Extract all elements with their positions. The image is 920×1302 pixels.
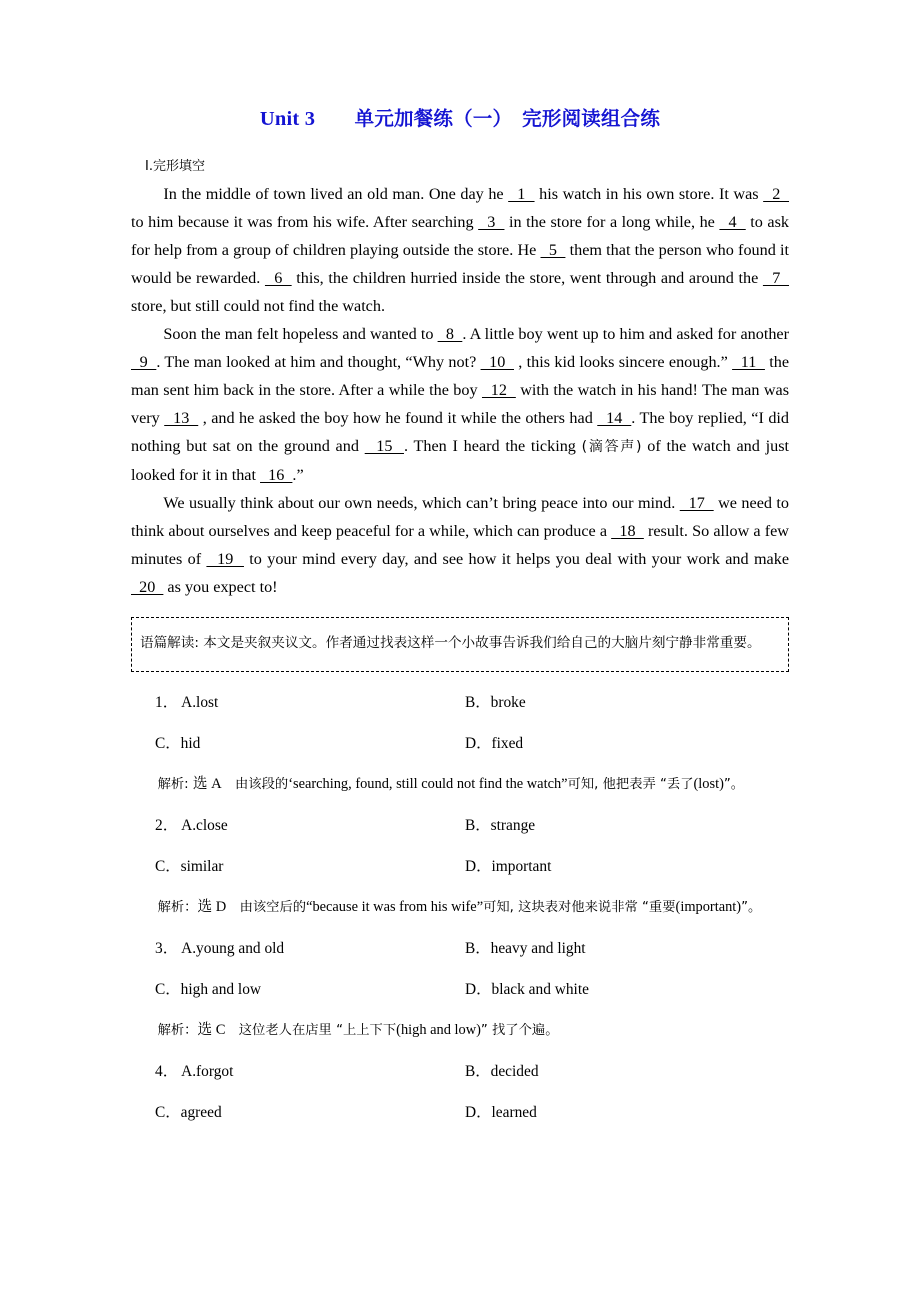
option-cell[interactable]: 3． A.young and old [155, 939, 285, 957]
explanation-chinese: ”。 [741, 899, 762, 915]
explanation-quote: “because it was from his wife” [306, 898, 484, 915]
option-row [131, 682, 789, 723]
answer-blank: 5 [540, 240, 566, 259]
option-cell[interactable]: C．high and low [155, 980, 262, 998]
question-number: 3． [155, 939, 182, 957]
answer-blank: 16 [260, 465, 293, 484]
question-number: 2． [155, 816, 182, 834]
explanation-chinese: 解析： [157, 1022, 198, 1038]
section-heading: Ⅰ.完形填空 [145, 158, 205, 174]
option-cell[interactable]: 4． A.forgot [155, 1062, 234, 1080]
answer-blank: 15 [364, 436, 404, 455]
answer-blank: 18 [611, 521, 644, 540]
answer-blank: 11 [732, 352, 765, 371]
question-list [131, 682, 789, 1133]
answer-blank: 6 [264, 268, 292, 287]
question-block [131, 928, 789, 1051]
answer-blank: 17 [679, 493, 714, 512]
answer-blank: 3 [478, 212, 505, 231]
explanation-chinese: 可知, 他把表弄 “丢了 [567, 776, 694, 792]
answer-blank: 7 [762, 268, 790, 287]
chinese-gloss: (滴答声) [581, 438, 642, 455]
answer-blank: 12 [481, 380, 516, 399]
page-content [131, 102, 789, 1133]
explanation-quote: (important) [675, 898, 742, 915]
question-number: 4． [155, 1062, 182, 1080]
answer-blank: 19 [206, 549, 244, 568]
option-cell[interactable]: B．strange [465, 816, 536, 834]
explanation-text [131, 887, 789, 928]
option-cell[interactable]: B．broke [465, 693, 526, 711]
question-number: 1． [155, 693, 182, 711]
answer-blank: 1 [508, 184, 535, 203]
explanation-chinese: 可知, 这块表对他来说非常 “重要 [483, 899, 676, 915]
answer-blank: 20 [131, 577, 164, 596]
explanation-chinese: ”。 [723, 776, 745, 792]
answer-blank: 10 [480, 352, 514, 371]
option-cell[interactable]: D．learned [465, 1103, 537, 1121]
option-cell[interactable]: 1． A.lost [155, 693, 219, 711]
explanation-answer: 选 C [197, 1021, 226, 1038]
option-cell[interactable]: B．decided [465, 1062, 539, 1080]
option-row [131, 846, 789, 887]
option-cell[interactable]: C．agreed [155, 1103, 222, 1121]
explanation-answer: 选 A [192, 775, 222, 792]
explanation-chinese: 由该段的 [221, 776, 289, 792]
answer-blank: 9 [131, 352, 157, 371]
answer-blank: 14 [597, 408, 632, 427]
answer-blank: 2 [763, 184, 790, 203]
page-title-unit: Unit 3 [259, 108, 316, 130]
page-title-main: 单元加餐练（一） 完形阅读组合练 [354, 107, 661, 130]
explanation-answer: 选 D [197, 898, 227, 915]
explanation-chinese: 解析: [157, 776, 193, 792]
option-cell[interactable]: 2． A.close [155, 816, 228, 834]
option-row [131, 1051, 789, 1092]
explanation-chinese: 由该空后的 [226, 899, 307, 915]
option-cell[interactable]: D．important [465, 857, 552, 875]
explanation-text [131, 1010, 789, 1051]
page-title [131, 102, 789, 133]
option-row [131, 723, 789, 764]
passage [131, 180, 789, 601]
option-cell[interactable]: C．similar [155, 857, 224, 875]
explanation-quote: ‘searching, found, still could not find the watch” [288, 775, 568, 792]
question-block [131, 682, 789, 805]
passage-paragraph: We usually think about our own needs, which can’t bring peace into our mind. 17 we need to think about ourselves and keep peaceful for a while, which can produce a 18 result. So allow a few minutes of 19 to your mind every day, and see how it helps you deal with your work and make 20 as you expect to! [131, 493, 790, 596]
option-cell[interactable]: D．fixed [465, 734, 524, 752]
option-row [131, 1092, 789, 1133]
option-row [131, 969, 789, 1010]
analysis-box [131, 617, 789, 672]
explanation-quote: (high and low) [396, 1021, 481, 1038]
option-cell[interactable]: D．black and white [465, 980, 589, 998]
explanation-text [131, 764, 789, 805]
answer-blank: 8 [437, 324, 463, 343]
explanation-quote: (lost) [693, 775, 724, 792]
answer-blank: 13 [164, 408, 199, 427]
passage-paragraph: Soon the man felt hopeless and wanted to 8 . A little boy went up to him and asked for another 9 . The man looked at him and thought, “Why not? 10 , this kid looks sincere enough.” 11 the man sent him back in the store. After a while the boy 12 with the watch in his hand! The man was very 13 , and he asked the boy how he found it while the others had 14 . The boy replied, “I did nothing but sat on the ground and 15 . Then I heard the ticking (滴答声) of the watch and just looked for it in that 16 .” [131, 324, 790, 484]
explanation-chinese: 这位老人在店里 “上上下下 [225, 1022, 397, 1038]
analysis-text: 语篇解读: 本文是夹叙夹议文。作者通过找表这样一个小故事告诉我们给自己的大脑片刻宁静非常重要。 [140, 634, 761, 651]
question-block [131, 805, 789, 928]
explanation-chinese: 解析： [157, 899, 198, 915]
option-row [131, 805, 789, 846]
answer-blank: 4 [719, 212, 746, 231]
passage-paragraph: In the middle of town lived an old man. One day he 1 his watch in his own store. It was 2 to him because it was from his wife. After searching 3 in the store for a long while, he 4 to ask for help from a group of children playing outside the store. He 5 them that the person who found it would be rewarded. 6 this, the children hurried inside the store, went through and around the 7 store, but still could not find the watch. [131, 184, 790, 315]
option-cell[interactable]: C．hid [155, 734, 201, 752]
option-row [131, 928, 789, 969]
option-cell[interactable]: B．heavy and light [465, 939, 586, 957]
explanation-chinese: ” 找了个遍。 [480, 1022, 559, 1038]
question-block [131, 1051, 789, 1133]
